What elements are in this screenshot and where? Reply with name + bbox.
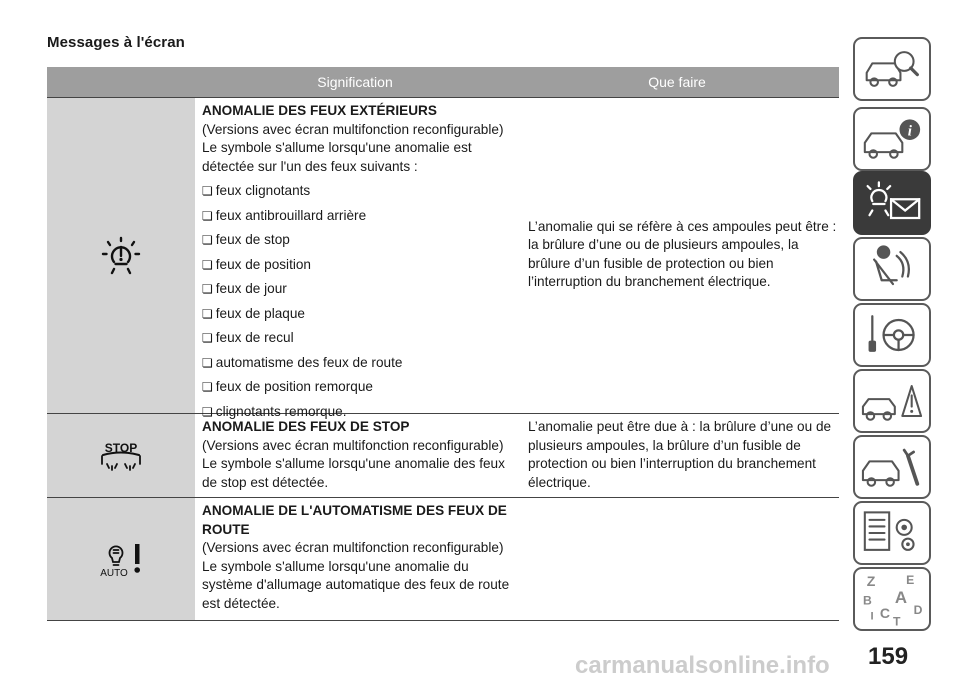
- icon-cell: [47, 414, 195, 497]
- list-item: ❏ feux de jour: [202, 280, 515, 299]
- watermark: carmanualsonline.info: [575, 652, 830, 679]
- seatbelt-airbag-icon[interactable]: [853, 237, 931, 301]
- action-cell: [515, 98, 839, 413]
- index-letter: B: [862, 593, 872, 608]
- car-info-icon[interactable]: [853, 107, 931, 171]
- header-meaning: Signification: [317, 74, 393, 90]
- specifications-gears-icon[interactable]: [853, 501, 931, 565]
- list-item: ❏ feux de position remorque: [202, 378, 515, 397]
- auto-high-beam-fault-icon: [98, 540, 144, 578]
- header-icon-column: [47, 67, 195, 97]
- messages-table: [47, 67, 839, 621]
- list-item: ❏ feux de recul: [202, 329, 515, 348]
- action-cell: [515, 414, 839, 497]
- meaning-cell: [195, 98, 515, 419]
- icon-cell: [47, 98, 195, 413]
- index-letter: T: [892, 614, 901, 629]
- exterior-light-fault-icon: [101, 236, 141, 276]
- row-description: (Versions avec écran multifonction reconfigurable) Le symbole s'allume lorsqu'une anomalie du système d'allumage automatique des feux de route est détectée.: [202, 540, 510, 611]
- action-cell: [515, 498, 839, 620]
- stop-icon-text: STOP: [104, 440, 138, 455]
- index-letter: Z: [866, 572, 876, 589]
- stop-light-fault-icon: [97, 440, 145, 472]
- header-action: Que faire: [648, 74, 706, 90]
- action-text: L’anomalie qui se réfère à ces ampoules peut être : la brûlure d’une ou de plusieurs ampoules, la brûlure d’un fusible de protection ou bien l’interruption du branchement électrique.: [528, 218, 837, 289]
- key-steering-wheel-icon[interactable]: [853, 303, 931, 367]
- table-header: [47, 67, 839, 97]
- table-row: [47, 413, 839, 497]
- row-description: (Versions avec écran multifonction reconfigurable) Le symbole s'allume lorsqu'une anomalie est détectée sur l'un des feux suivants :: [202, 121, 504, 174]
- list-item: ❏ feux de stop: [202, 231, 515, 250]
- row-title: ANOMALIE DE L'AUTOMATISME DES FEUX DE ROUTE: [202, 503, 507, 537]
- row-description: (Versions avec écran multifonction reconfigurable) Le symbole s'allume lorsqu'une anomalie des feux de stop est détectée.: [202, 437, 505, 490]
- car-search-icon[interactable]: [853, 37, 931, 101]
- index-letter: E: [906, 573, 915, 587]
- auto-icon-text: AUTO: [100, 568, 128, 578]
- svg-text:i: i: [907, 123, 912, 140]
- meaning-cell: [195, 498, 515, 620]
- list-item: ❏ feux clignotants: [202, 182, 515, 201]
- list-item: ❏ clignotants remorque.: [202, 403, 515, 422]
- row-title: ANOMALIE DES FEUX DE STOP: [202, 419, 410, 434]
- list-item: ❏ feux de position: [202, 256, 515, 275]
- index-letter: C: [879, 604, 890, 621]
- meaning-cell: [195, 414, 515, 497]
- icon-cell: [47, 498, 195, 620]
- row-title: ANOMALIE DES FEUX EXTÉRIEURS: [202, 103, 437, 118]
- index-letter: D: [913, 603, 923, 617]
- list-item: ❏ automatisme des feux de route: [202, 354, 515, 373]
- page-number: 159: [868, 643, 909, 670]
- action-text: L’anomalie peut être due à : la brûlure d’une ou de plusieurs ampoules, la brûlure d’un fusible de protection ou bien l’interruption du branchement électrique.: [528, 419, 832, 490]
- car-warning-triangle-icon[interactable]: [853, 369, 931, 433]
- index-letter: A: [894, 587, 907, 607]
- warning-light-message-icon[interactable]: [853, 171, 931, 235]
- index-letter: I: [870, 610, 874, 623]
- table-row: [47, 97, 839, 419]
- list-item: ❏ feux antibrouillard arrière: [202, 207, 515, 226]
- table-row: [47, 497, 839, 621]
- alphabetical-index-icon[interactable]: [853, 567, 931, 631]
- car-wrench-icon[interactable]: [853, 435, 931, 499]
- page-heading: Messages à l'écran: [47, 34, 185, 51]
- list-item: ❏ feux de plaque: [202, 305, 515, 324]
